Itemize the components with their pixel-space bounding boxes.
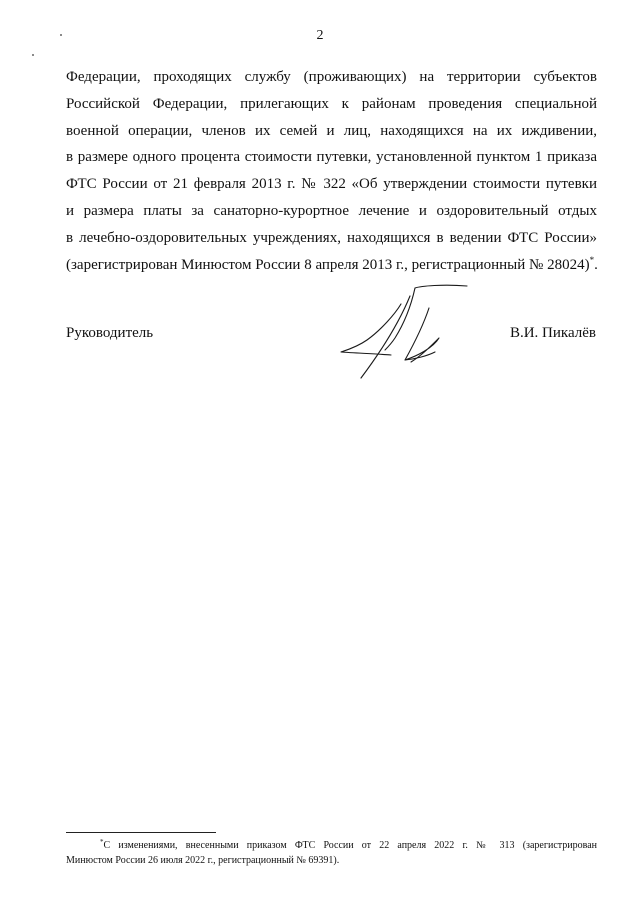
footnote-divider (66, 832, 216, 833)
body-line-suffix: . (594, 256, 598, 273)
body-line: в лечебно-оздоровительных учреждениях, находящихся в ведении ФТС России» (66, 229, 597, 246)
body-line: в размере одного процента стоимости путевки, установленной пунктом 1 приказа (66, 149, 597, 166)
footnote-reference: * (589, 254, 595, 265)
signatory-position: Руководитель (66, 325, 154, 341)
body-line-text: (зарегистрирован Минюстом России 8 апреля 2013 г., регистрационный № 28024) (66, 256, 590, 273)
body-line: ФТС России от 21 февраля 2013 г. № 322 «Об утверждении стоимости путевки (66, 176, 597, 193)
page-number: 2 (316, 28, 324, 43)
body-line: Российской Федерации, прилегающих к районам проведения специальной (66, 95, 597, 112)
footnote-line (66, 838, 597, 853)
footnote-marker: * (100, 838, 104, 846)
body-line-last (66, 252, 597, 279)
footnote-line-text: С изменениями, внесенными приказом ФТС России от 22 апреля 2022 г. № 313 (зарегистрирован (103, 840, 597, 851)
signatory-name: В.И. Пикалёв (509, 325, 596, 341)
body-paragraph (66, 64, 597, 278)
body-line: и размера платы за санаторно-курортное лечение и оздоровительный отдых (66, 202, 597, 219)
scan-speck (32, 54, 34, 56)
footnote (66, 838, 597, 868)
body-line: Федерации, проходящих службу (проживающих) на территории субъектов (66, 69, 597, 85)
body-line: военной операции, членов их семей и лиц, находящихся на их иждивении, (66, 122, 597, 139)
footnote-line: Минюстом России 26 июля 2022 г., регистрационный № 69391). (66, 855, 340, 866)
scan-speck (60, 34, 62, 36)
signature-image (335, 282, 475, 384)
